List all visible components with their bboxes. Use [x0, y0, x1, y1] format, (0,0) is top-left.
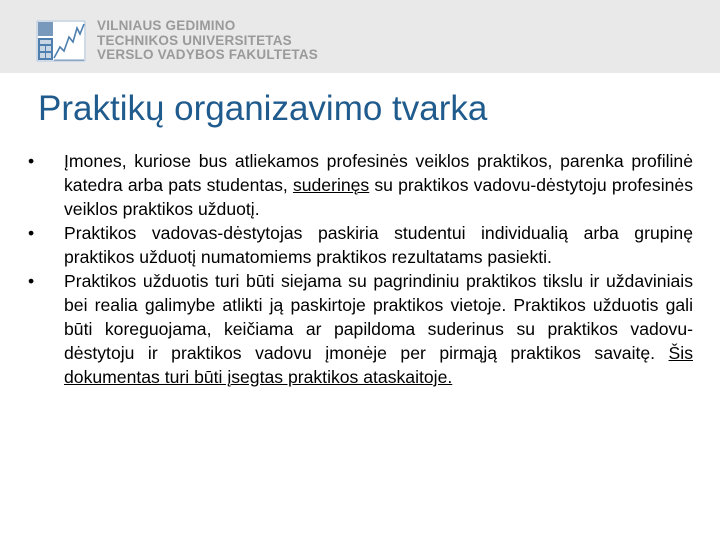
bullet-3-text-start: Praktikos užduotis turi būti siejama su pagrindiniu praktikos tikslu ir uždaviniais bei realia galimybe atlikti ją paskirtoje praktikos vietoje. Praktikos užduotis gali būti koreguojama, keičiama ar papildoma suderinus su praktikos vadovu-dėstytoju ir praktikos vadovu įmonėje per pirmąją praktikos savaitę.	[64, 271, 693, 363]
bullet-2-text: Praktikos vadovas-dėstytojas paskiria studentui individualią arba grupinę praktikos užduotį numatomiems praktikos rezultatams pasiekti.	[64, 223, 693, 267]
university-name	[97, 19, 318, 63]
slide-title: Praktikų organizavimo tvarka	[38, 89, 488, 128]
bullet-list	[0, 149, 720, 389]
university-name-line-1: VILNIAUS GEDIMINO	[97, 18, 236, 33]
bullet-3-underlined-text: Šis dokumentas turi būti įsegtas praktikos ataskaitoje.	[64, 343, 693, 387]
bullet-item-1	[28, 149, 693, 221]
bullet-icon: •	[28, 271, 35, 291]
bullet-icon: •	[28, 223, 35, 243]
vgtu-logo-icon	[36, 20, 86, 62]
bullet-icon: •	[28, 151, 35, 171]
bullet-1-text-start: Įmones, kuriose bus atliekamos profesinės veiklos praktikos, parenka profilinė katedra arba pats studentas,	[64, 151, 693, 195]
university-name-line-2: TECHNIKOS UNIVERSITETAS	[97, 32, 292, 48]
bullet-1-text-end: su praktikos vadovu-dėstytoju profesinės veiklos praktikos užduotį.	[64, 175, 693, 219]
bullet-item-3	[28, 269, 693, 389]
bullet-item-2	[28, 221, 693, 269]
header-band	[0, 0, 720, 73]
faculty-name: VERSLO VADYBOS FAKULTETAS	[97, 47, 319, 62]
bullet-1-underlined-text: suderinęs	[292, 175, 370, 195]
